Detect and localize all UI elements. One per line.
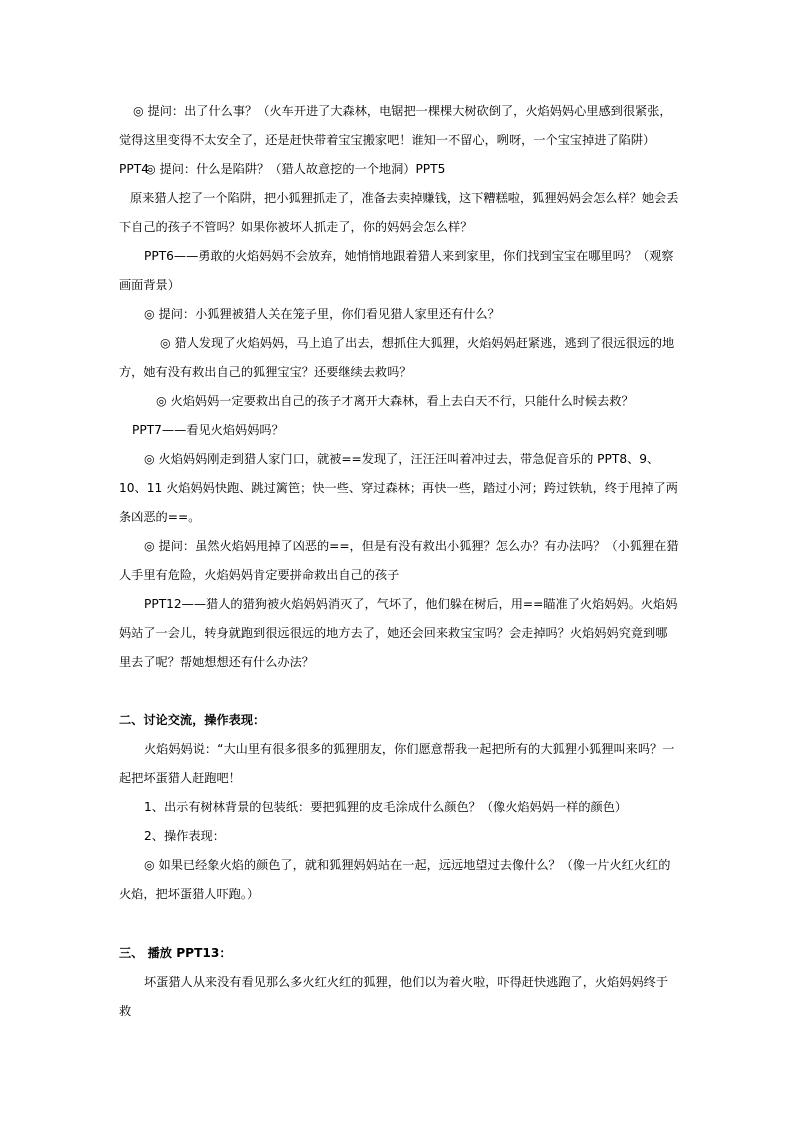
paragraph-ppt7: PPT7——看见火焰妈妈吗？: [132, 423, 284, 437]
paragraph-hunter-trap: 原来猎人挖了一个陷阱，把小狐狸抓走了，准备去卖掉赚钱，这下糟糕啦，狐狸妈妈会怎么样？她会丢下自己的孩子不管吗？如果你被坏人抓走了，你的妈妈会怎么样？: [119, 191, 679, 234]
paragraph-ppt12: PPT12——猎人的猎狗被火焰妈妈消灭了，气坏了，他们躲在树后，用==瞄准了火焰妈妈。火焰妈妈站了一会儿，转身就跑到很远很远的地方去了，她还会回来救宝宝吗？会走掉吗？火焰妈妈究竟到哪里去了呢？帮她想想还有什么办法？: [119, 597, 678, 669]
paragraph-question-cage: ◎ 提问：小狐狸被猎人关在笼子里，你们看见猎人家里还有什么？: [144, 307, 500, 321]
paragraph-rescue-night: ◎ 火焰妈妈一定要救出自己的孩子才离开大森林，看上去白天不行，只能什么时候去救？: [156, 394, 634, 408]
paragraph-ppt6: PPT6——勇敢的火焰妈妈不会放弃，她悄悄地跟着猎人来到家里，你们找到宝宝在哪里吗？（观察画面背景）: [119, 249, 674, 292]
paragraph-step-2: 2、操作表现：: [144, 829, 225, 843]
section-heading-discussion: 二、讨论交流，操作表现：: [119, 713, 266, 727]
paragraph-hunter-flee: 坏蛋猎人从来没有看见那么多火红火红的狐狸，他们以为着火啦，吓得赶快逃跑了，火焰妈妈终于救: [119, 975, 669, 1018]
paragraph-question-trap: ◎ 提问：什么是陷阱？（猎人故意挖的一个地洞）PPT5: [145, 162, 446, 176]
paragraph-hunter-chase: ◎ 猎人发现了火焰妈妈，马上追了出去，想抓住大狐狸，火焰妈妈赶紧逃，逃到了很远很远的地方，她有没有救出自己的狐狸宝宝？还要继续去救吗？: [119, 336, 675, 379]
paragraph-flame-color: ◎ 如果已经象火焰的颜色了，就和狐狸妈妈站在一起，远远地望过去像什么？（像一片火红火红的火焰，把坏蛋猎人吓跑。）: [119, 858, 671, 901]
paragraph-question-escape: ◎ 提问：虽然火焰妈甩掉了凶恶的==，但是有没有救出小狐狸？怎么办？有办法吗？（小狐狸在猎人手里有危险，火焰妈妈肯定要拼命救出自己的孩子: [119, 539, 679, 582]
paragraph-ppt8-11: ◎ 火焰妈妈刚走到猎人家门口，就被==发现了，汪汪汪叫着冲过去，带急促音乐的 PPT8、9、10、11 火焰妈妈快跑、跳过篱笆；快一些、穿过森林；再快一些，踏过小河；跨过铁轨，终于甩掉了两条凶恶的==。: [119, 452, 678, 524]
section-heading-ppt13: 三、 播放 PPT13：: [119, 946, 232, 960]
paragraph-question-what-happened: ◎ 提问：出了什么事？（火车开进了大森林，电锯把一棵棵大树砍倒了，火焰妈妈心里感到很紧张，觉得这里变得不太安全了，还是赶快带着宝宝搬家吧！谁知一不留心，咧呀，一个宝宝掉进了陷阱）PPT4: [119, 104, 672, 176]
paragraph-step-1: 1、出示有树林背景的包装纸：要把狐狸的皮毛涂成什么颜色？（像火焰妈妈一样的颜色）: [144, 800, 628, 814]
paragraph-fox-mother-says: 火焰妈妈说：“大山里有很多很多的狐狸朋友，你们愿意帮我一起把所有的大狐狸小狐狸叫来吗？一起把坏蛋猎人赶跑吧！: [119, 742, 675, 785]
